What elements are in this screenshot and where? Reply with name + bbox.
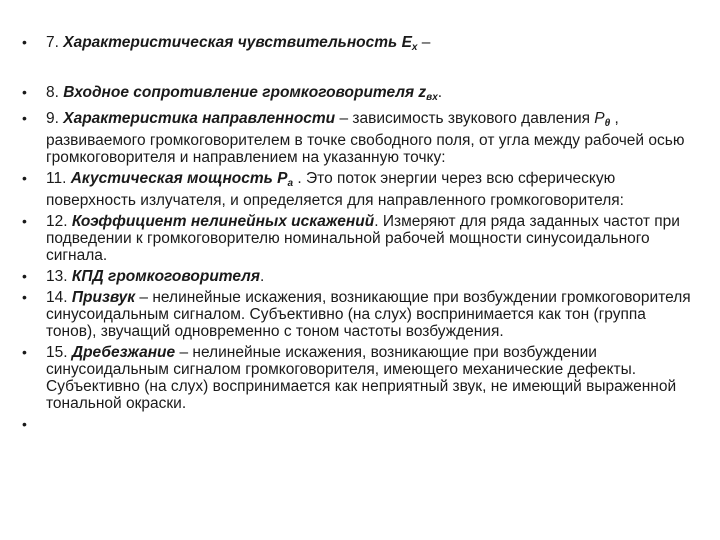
list-item-12 — [22, 213, 694, 264]
item-number: 13. — [46, 268, 68, 285]
list-item-11 — [22, 170, 694, 209]
item-number: 7. — [46, 34, 59, 51]
item-number: 8. — [46, 84, 59, 101]
bullet-icon: • — [22, 289, 27, 305]
list-item-15 — [22, 344, 694, 412]
item-text: – — [417, 34, 431, 51]
list-item-9 — [22, 110, 694, 166]
item-term: Характеристика направленности — [63, 110, 336, 127]
list-item-8 — [22, 84, 694, 106]
pressure-subscript: θ — [604, 118, 611, 129]
item-text: . — [259, 268, 265, 285]
item-term: Призвук — [71, 289, 136, 306]
item-text: . Это поток энергии через всю сферическую поверхность излучателя, и определяется для направленного громкоговорителя: — [46, 170, 624, 209]
item-number: 14. — [46, 289, 68, 306]
item-term: Акустическая мощность P — [70, 170, 288, 187]
item-text: . — [437, 84, 443, 101]
pressure-symbol: P — [594, 110, 605, 127]
list-item-7 — [22, 34, 694, 56]
item-text: – зависимость звукового давления — [335, 110, 595, 127]
item-text: – нелинейные искажения, возникающие при возбуждении синусоидальным сигналом громкоговорителя, имеющего механические дефекты. Субъективно (на слух) воспринимается как неприятный звук, не имеющий выраженной тональной окраски. — [46, 344, 677, 412]
list-item-14 — [22, 289, 694, 340]
item-term: Входное сопротивление громкоговорителя z — [63, 84, 427, 101]
item-text: – нелинейные искажения, возникающие при возбуждении громкоговорителя синусоидальным сигналом. Субъективно (на слух) воспринимается как тон (группа тонов), звучащий одновременно с тоном частоты возбуждения. — [46, 289, 691, 340]
item-text-continued: , развиваемого громкоговорителем в точке свободного поля, от угла между рабочей осью громкоговорителя и направлением на указанную точку: — [46, 110, 685, 166]
bullet-icon: • — [22, 416, 27, 432]
bullet-icon: • — [22, 268, 27, 284]
bullet-icon: • — [22, 170, 27, 186]
bullet-icon: • — [22, 213, 27, 229]
item-term-subscript: а — [287, 178, 294, 189]
item-term-subscript: вх — [426, 92, 438, 103]
item-number: 11. — [46, 170, 67, 187]
bullet-icon: • — [22, 344, 27, 360]
item-number: 9. — [46, 110, 59, 127]
item-term: КПД громкоговорителя — [71, 268, 260, 285]
item-term: Дребезжание — [71, 344, 176, 361]
bullet-icon: • — [22, 34, 27, 50]
item-text: . Измеряют для ряда заданных частот при подведении к громкоговорителю номинальной рабочей мощности синусоидального сигнала. — [46, 213, 680, 264]
item-number: 12. — [46, 213, 68, 230]
item-term-subscript: х — [411, 42, 418, 53]
item-term: Характеристическая чувствительность E — [63, 34, 412, 51]
definitions-list — [22, 34, 694, 433]
bullet-icon: • — [22, 110, 27, 126]
item-term: Коэффициент нелинейных искажений — [71, 213, 375, 230]
list-item-empty — [22, 416, 694, 433]
list-item-13 — [22, 268, 694, 285]
item-number: 15. — [46, 344, 68, 361]
bullet-icon: • — [22, 84, 27, 100]
